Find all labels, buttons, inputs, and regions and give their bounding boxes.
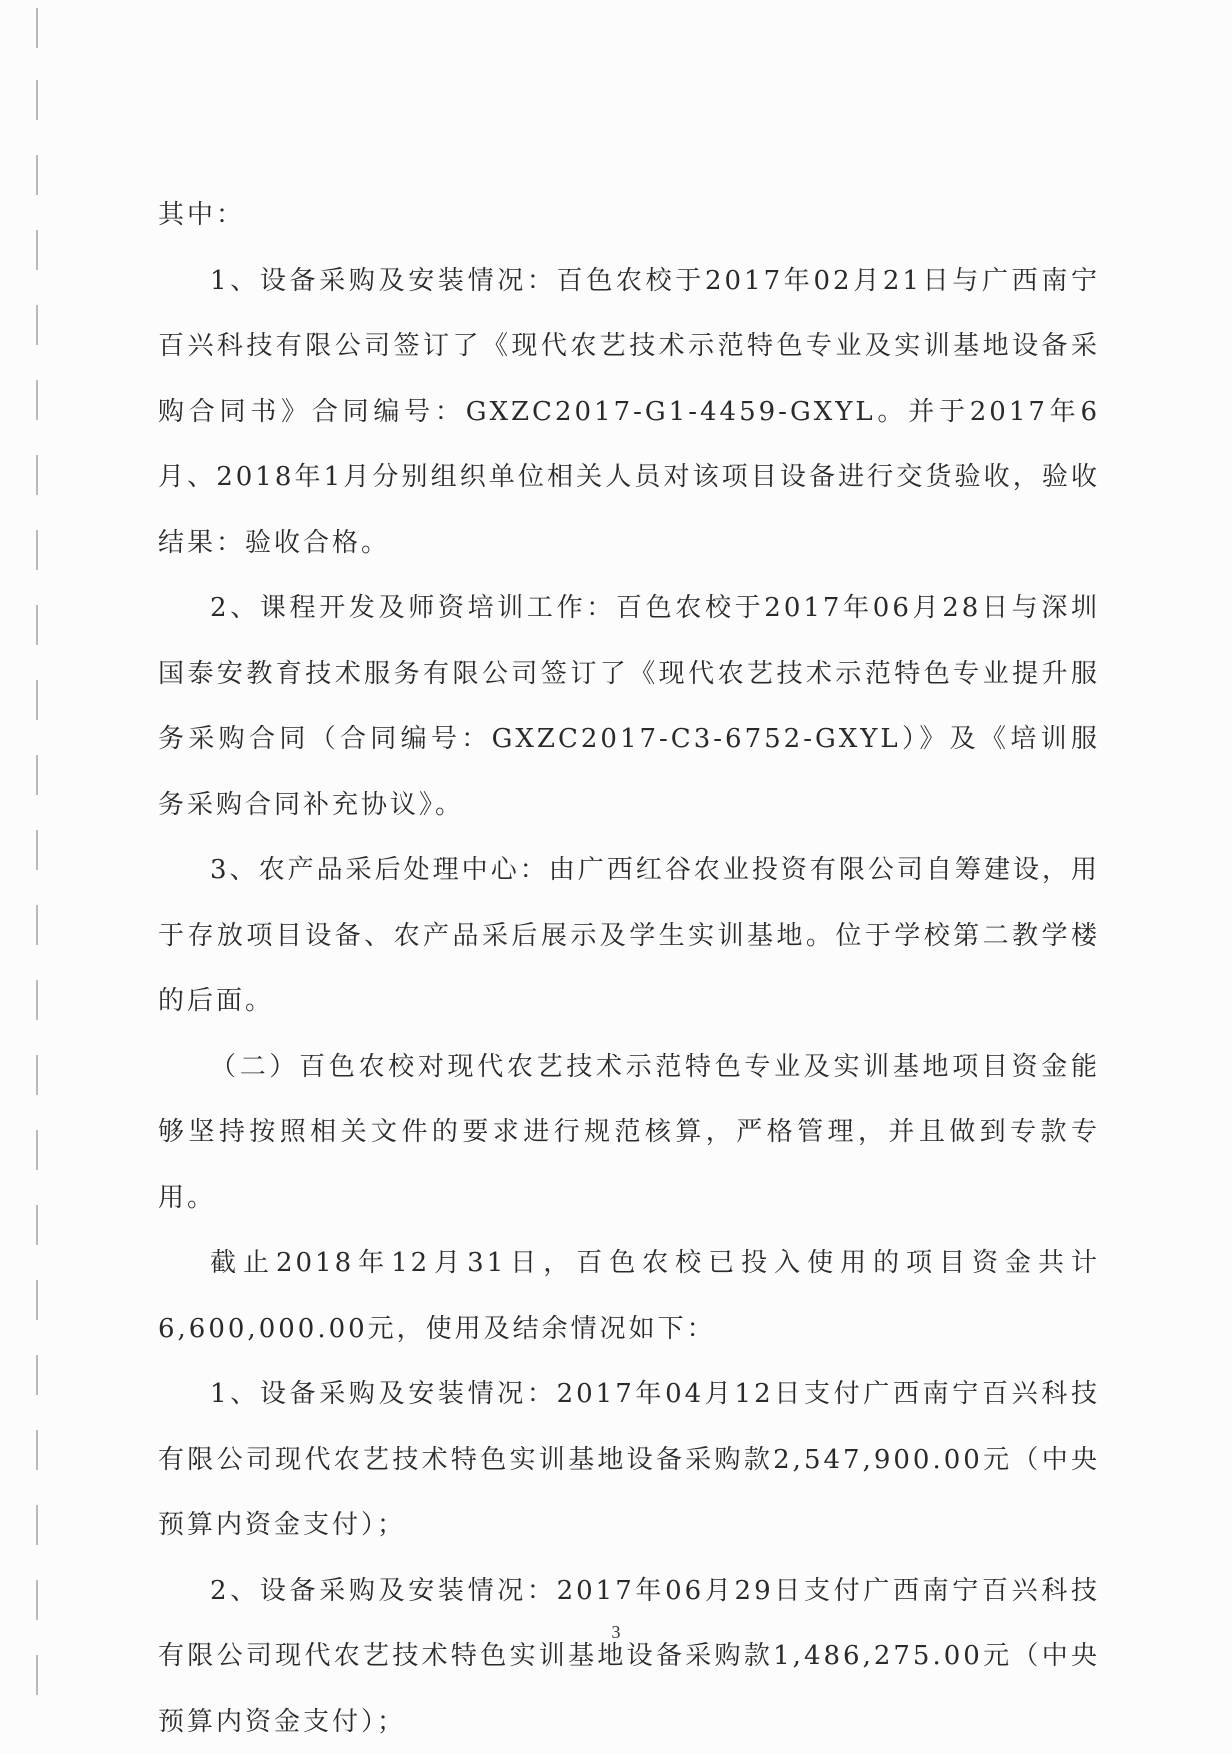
paragraph-equipment-contract: 1、设备采购及安装情况：百色农校于2017年02月21日与广西南宁百兴科技有限公司签订了《现代农艺技术示范特色专业及实训基地设备采购合同书》合同编号：GXZC2017-G1-4459-GXYL。并于2017年6月、2018年1月分别组织单位相关人员对该项目设备进行交货验收，验收结果：验收合格。	[158, 249, 1100, 577]
paragraph-payment-2: 2、设备采购及安装情况：2017年06月29日支付广西南宁百兴科技有限公司现代农艺技术特色实训基地设备采购款1,486,275.00元（中央预算内资金支付）；	[158, 1559, 1100, 1755]
paragraph-fund-management: （二）百色农校对现代农艺技术示范特色专业及实训基地项目资金能够坚持按照相关文件的要求进行规范核算，严格管理，并且做到专款专用。	[158, 1035, 1100, 1232]
binding-tick	[36, 1355, 38, 1395]
binding-tick	[36, 905, 38, 945]
binding-tick	[36, 1205, 38, 1245]
binding-tick	[36, 455, 38, 495]
paragraph-payment-1: 1、设备采购及安装情况：2017年04月12日支付广西南宁百兴科技有限公司现代农艺技术特色实训基地设备采购款2,547,900.00元（中央预算内资金支付）；	[158, 1362, 1100, 1559]
binding-tick	[36, 1280, 38, 1320]
binding-tick	[36, 680, 38, 720]
binding-tick	[36, 8, 38, 48]
binding-tick	[36, 80, 38, 120]
binding-tick	[36, 530, 38, 570]
paragraph-course-training: 2、课程开发及师资培训工作：百色农校于2017年06月28日与深圳国泰安教育技术服务有限公司签订了《现代农艺技术示范特色专业提升服务采购合同（合同编号：GXZC2017-C3-6752-GXYL）》及《培训服务采购合同补充协议》。	[158, 576, 1100, 838]
intro-line: 其中：	[158, 183, 1100, 249]
binding-tick	[36, 980, 38, 1020]
binding-tick	[36, 1430, 38, 1470]
binding-tick	[36, 380, 38, 420]
binding-tick	[36, 1505, 38, 1545]
binding-edge-marks	[34, 0, 40, 1754]
binding-tick	[36, 155, 38, 195]
binding-tick	[36, 1055, 38, 1095]
paragraph-processing-center: 3、农产品采后处理中心：由广西红谷农业投资有限公司自筹建设，用于存放项目设备、农产品采后展示及学生实训基地。位于学校第二教学楼的后面。	[158, 838, 1100, 1035]
binding-tick	[36, 605, 38, 645]
page-number: 3	[0, 1622, 1232, 1643]
document-body	[158, 183, 1100, 1755]
binding-tick	[36, 1580, 38, 1620]
binding-tick	[36, 230, 38, 270]
binding-tick	[36, 305, 38, 345]
binding-tick	[36, 1655, 38, 1695]
binding-tick	[36, 755, 38, 795]
binding-tick	[36, 830, 38, 870]
paragraph-fund-summary: 截止2018年12月31日，百色农校已投入使用的项目资金共计6,600,000.00元，使用及结余情况如下：	[158, 1231, 1100, 1362]
binding-tick	[36, 1130, 38, 1170]
